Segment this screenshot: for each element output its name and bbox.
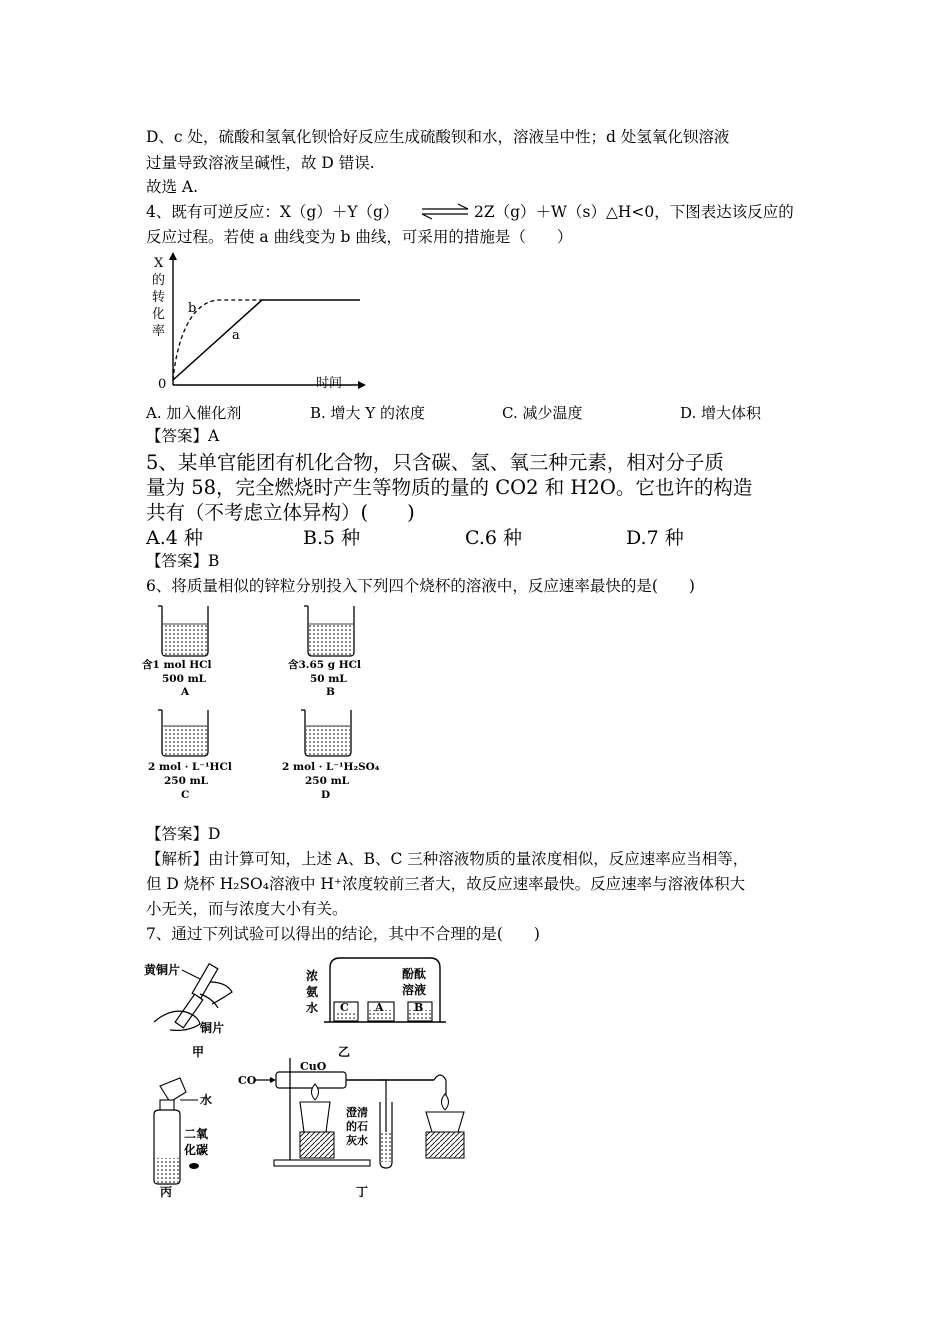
jia-caption: 甲: [192, 1045, 205, 1059]
beaker-c-label2: 250 mL: [164, 775, 209, 787]
burner-block-2: [426, 1132, 464, 1158]
x-axis-arrow-icon: [358, 381, 366, 389]
text-line: D、c 处，硫酸和氢氧化钡恰好反应生成硫酸钡和水，溶液呈中性；d 处氢氧化钡溶液: [146, 128, 730, 146]
beaker-a-label1: 含1 mol HCl: [142, 659, 212, 671]
q6-analysis-line1: 【解析】由计算可知，上述 A、B、C 三种溶液物质的量浓度相似，反应速率应当相等，: [146, 850, 749, 868]
beaker-b-label2: 50 mL: [310, 673, 347, 685]
beaker-a-tag: A: [375, 1001, 384, 1014]
beaker-b-letter: B: [326, 686, 335, 698]
y-axis-arrow-icon: [169, 252, 177, 260]
lime-label: 的石: [346, 1120, 368, 1133]
phenol-label: 溶液: [402, 983, 427, 997]
cuo-label: CuO: [300, 1060, 327, 1073]
burner-block: [300, 1132, 334, 1158]
question-4-stem-part1: 4、既有可逆反应：X（g）＋Y（g）: [146, 203, 399, 221]
q6-beakers-figure: [140, 600, 380, 805]
beaker-a-label2: 500 mL: [162, 673, 207, 685]
question-7-stem: 7、通过下列试验可以得出的结论，其中不合理的是( ): [146, 925, 540, 943]
beaker-a: [142, 606, 212, 698]
ammonia-label: 氨: [306, 985, 319, 999]
stone-icon: [189, 1163, 199, 1169]
q5-option-c: C.6 种: [465, 527, 523, 549]
q5-answer: 【答案】B: [146, 552, 220, 570]
yi-caption: 乙: [338, 1045, 351, 1059]
origin-label: 0: [158, 377, 167, 392]
beaker-b: [288, 606, 361, 698]
beaker-c-tag: C: [340, 1001, 349, 1014]
question-5-line2: 量为 58，完全燃烧时产生等物质的量的 CO2 和 H2O。它也许的构造: [146, 476, 753, 499]
ammonia-label: 水: [306, 1001, 319, 1015]
beaker-b-label1: 含3.65 g HCl: [288, 659, 361, 671]
q7-experiments-figure: [140, 952, 480, 1202]
copper-label: 铜片: [200, 1021, 225, 1035]
arrow-icon: [270, 1077, 276, 1083]
y-label-char: X: [154, 256, 164, 271]
y-label-char: 率: [152, 324, 166, 339]
q4-option-c: C. 减少温度: [502, 404, 583, 422]
q6-analysis-line2: 但 D 烧杯 H₂SO₄溶液中 H⁺浓度较前三者大，故反应速率最快。反应速率与溶液体积大: [146, 875, 746, 893]
brass-label: 黄铜片: [144, 963, 181, 977]
q6-analysis-line3: 小无关，而与浓度大小有关。: [146, 900, 348, 918]
co2-label: 化碳: [184, 1143, 209, 1157]
question-4-stem-line2: 反应过程。若使 a 曲线变为 b 曲线，可采用的措施是（ ）: [146, 228, 573, 246]
question-5-line1: 5、某单官能团有机化合物，只含碳、氢、氧三种元素，相对分子质: [146, 451, 724, 474]
beaker-c-letter: C: [181, 789, 190, 801]
phenol-label: 酚酞: [402, 967, 427, 981]
q5-option-a: A.4 种: [146, 527, 203, 549]
q4-option-d: D. 增大体积: [680, 404, 762, 422]
beaker-d: [282, 710, 380, 801]
beaker-d-letter: D: [321, 789, 331, 801]
text-line: 故选 A.: [146, 178, 199, 196]
reaction-tube: [276, 1072, 346, 1088]
question-4-stem-part2: 2Z（g）＋W（s）△H<0，下图表达该反应的: [474, 203, 794, 221]
co-label: CO: [238, 1074, 257, 1087]
beaker-c-label1: 2 mol · L⁻¹HCl: [148, 761, 232, 773]
y-label-char: 化: [152, 307, 166, 322]
experiment-ding: [238, 1058, 464, 1199]
q4-answer: 【答案】A: [146, 427, 220, 445]
lime-label: 灰水: [346, 1134, 368, 1147]
beaker-a-letter: A: [181, 686, 190, 698]
y-label-char: 转: [152, 290, 166, 305]
curve-b-label: b: [188, 301, 197, 316]
y-label-char: 的: [152, 273, 166, 288]
curve-a-label: a: [232, 328, 240, 343]
ammonia-label: 浓: [306, 969, 319, 983]
experiment-bing: [154, 1078, 212, 1199]
question-5-line3: 共有（不考虑立体异构）( ): [146, 501, 415, 524]
q6-answer: 【答案】D: [146, 825, 221, 843]
q4-option-b: B. 增大 Y 的浓度: [310, 404, 425, 422]
q4-conversion-graph: [140, 250, 370, 395]
curve-a: [173, 300, 360, 380]
beaker-b-tag: B: [414, 1001, 424, 1014]
beaker-d-label2: 250 mL: [305, 775, 350, 787]
beaker-d-label1: 2 mol · L⁻¹H₂SO₄: [282, 761, 380, 773]
q5-option-d: D.7 种: [626, 527, 684, 549]
x-axis-label: 时间: [316, 376, 343, 391]
beaker-c: [148, 710, 232, 801]
bing-caption: 丙: [160, 1185, 173, 1199]
reversible-arrow-icon: [420, 203, 472, 221]
lime-label: 澄清: [346, 1106, 368, 1119]
experiment-jia: [144, 962, 232, 1059]
q4-option-a: A. 加入催化剂: [146, 404, 242, 422]
text-line: 过量导致溶液呈碱性，故 D 错误.: [146, 154, 375, 172]
ding-caption: 丁: [356, 1185, 369, 1199]
q5-option-b: B.5 种: [303, 527, 361, 549]
experiment-yi: [306, 958, 446, 1059]
question-6-stem: 6、将质量相似的锌粒分别投入下列四个烧杯的溶液中，反应速率最快的是( ): [146, 577, 695, 595]
co2-label: 二氧: [184, 1127, 209, 1141]
water-label: 水: [200, 1093, 213, 1107]
